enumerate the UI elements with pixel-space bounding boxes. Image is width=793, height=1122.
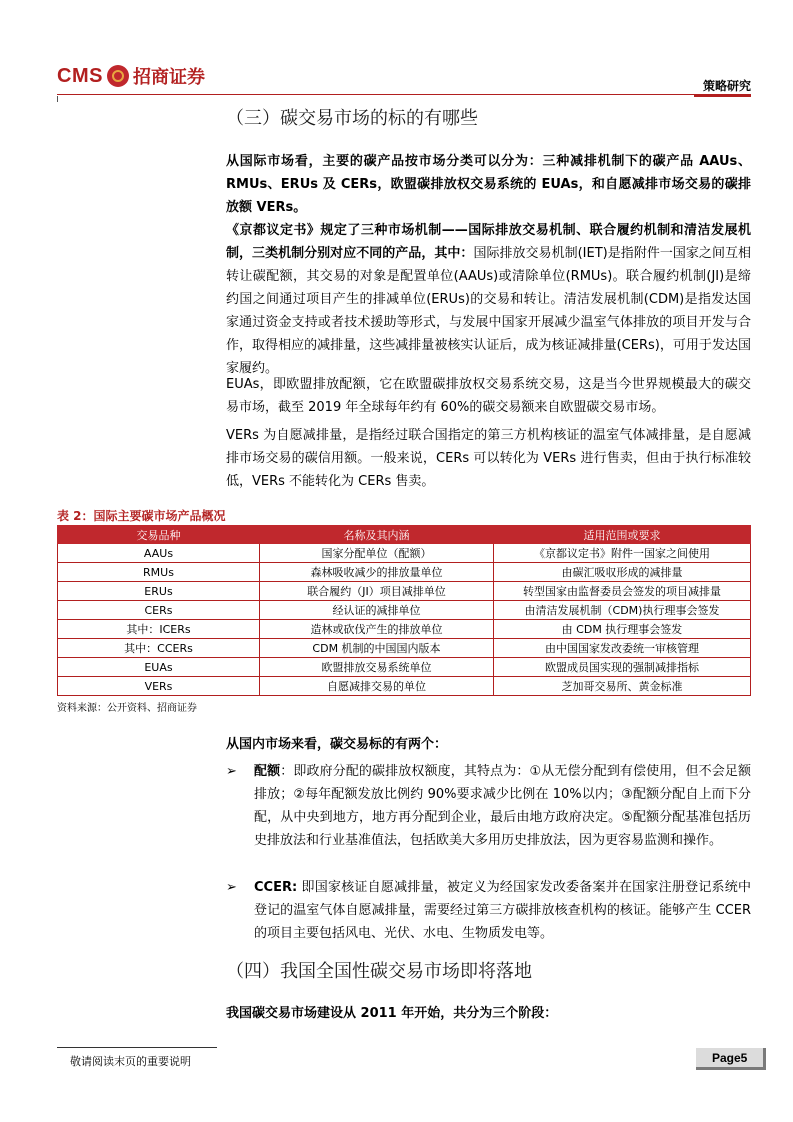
carbon-products-table	[57, 525, 751, 696]
table-cell: ERUs	[58, 582, 260, 601]
table-cell: 由 CDM 执行理事会签发	[494, 620, 751, 639]
table-cell: RMUs	[58, 563, 260, 582]
table-row	[58, 658, 751, 677]
page-number: Page5	[712, 1051, 748, 1065]
bullet-item-ccer	[254, 876, 751, 945]
paragraph-kyoto-lead: 《京都议定书》规定了三种市场机制——国际排放交易机制、联合履约机制和清洁发展机制，三类机制分别对应不同的产品，其中：	[226, 223, 751, 261]
header-tick-mark	[57, 96, 58, 102]
paragraph-domestic-intro: 从国内市场来看，碳交易标的有两个：	[226, 737, 448, 752]
table-cell: 欧盟排放交易系统单位	[260, 658, 494, 677]
bullet-arrow-icon: ➢	[226, 764, 237, 779]
table-cell: 欧盟成员国实现的强制减排指标	[494, 658, 751, 677]
table-row	[58, 620, 751, 639]
footer-notice: 敬请阅读末页的重要说明	[70, 1055, 191, 1068]
table-header-cell: 适用范围或要求	[494, 526, 751, 544]
table-cell: CERs	[58, 601, 260, 620]
table-title: 表 2：国际主要碳市场产品概况	[57, 509, 226, 523]
company-logo	[57, 60, 205, 92]
table-row	[58, 601, 751, 620]
table-cell: 其中：ICERs	[58, 620, 260, 639]
table-cell: 造林或砍伐产生的排放单位	[260, 620, 494, 639]
table-cell: 经认证的减排单位	[260, 601, 494, 620]
table-cell: 国家分配单位（配额）	[260, 544, 494, 563]
bullet-body: ：即政府分配的碳排放权额度，其特点为：①从无偿分配到有偿使用，但不会足额排放；②每年配额发放比例约 90%要求减少比例在 10%以内；③配额分配自上而下分配，从中央到地方，地方再分配到企业，最后由地方政府决定。⑤配额分配基准包括历史排放法和行业基准值法，包括欧美大多用历史排放法，因为更容易监测和操作。	[254, 764, 751, 848]
table-cell: VERs	[58, 677, 260, 696]
table-cell: 其中：CCERs	[58, 639, 260, 658]
logo-emblem-icon	[107, 65, 129, 87]
table-cell: 芝加哥交易所、黄金标准	[494, 677, 751, 696]
table-cell: 自愿减排交易的单位	[260, 677, 494, 696]
bullet-label: CCER:	[254, 880, 298, 895]
footer-divider	[57, 1047, 217, 1048]
table-row	[58, 582, 751, 601]
header-divider	[57, 94, 751, 95]
table-cell: 由清洁发展机制（CDM)执行理事会签发	[494, 601, 751, 620]
paragraph-phases: 我国碳交易市场建设从 2011 年开始，共分为三个阶段：	[226, 1006, 558, 1021]
table-cell: 联合履约（JI）项目减排单位	[260, 582, 494, 601]
table-cell: EUAs	[58, 658, 260, 677]
header-divider-accent	[694, 94, 751, 97]
table-cell: 由碳汇吸収形成的减排量	[494, 563, 751, 582]
table-header-row	[58, 526, 751, 544]
logo-chinese-text: 招商证券	[132, 67, 205, 88]
bullet-arrow-icon: ➢	[226, 880, 237, 895]
table-cell: 由中国国家发改委统一审核管理	[494, 639, 751, 658]
paragraph-kyoto	[226, 219, 751, 380]
paragraph-vers: VERs 为自愿减排量，是指经过联合国指定的第三方机构核证的温室气体减排量，是自愿减排市场交易的碳信用额。一般来说，CERs 可以转化为 VERs 进行售卖，但由于执行标准较低，VERs 不能转化为 CERs 售卖。	[226, 428, 751, 489]
bullet-item-quota	[254, 760, 751, 852]
table-source: 资料来源：公开资料、招商证券	[57, 703, 197, 714]
table-row	[58, 639, 751, 658]
section-title-4: （四）我国全国性碳交易市场即将落地	[226, 961, 532, 982]
table-row	[58, 544, 751, 563]
table-cell: 转型国家由监督委员会签发的项目减排量	[494, 582, 751, 601]
bullet-label: 配额	[254, 764, 281, 779]
bullet-body: 即国家核证自愿减排量，被定义为经国家发改委备案并在国家注册登记系统中登记的温室气体自愿减排量，需要经过第三方碳排放核查机构的核证。能够产生 CCER 的项目主要包括风电、光伏、水电、生物质发电等。	[254, 880, 751, 941]
paragraph-intl-market: 从国际市场看，主要的碳产品按市场分类可以分为：三种减排机制下的碳产品 AAUs、RMUs、ERUs 及 CERs，欧盟碳排放权交易系统的 EUAs，和自愿减排市场交易的碳排放额 VERs。	[226, 154, 751, 215]
table-cell: AAUs	[58, 544, 260, 563]
table-row	[58, 677, 751, 696]
report-category: 策略研究	[702, 79, 751, 93]
table-header-cell: 交易品种	[58, 526, 260, 544]
table-header-cell: 名称及其内涵	[260, 526, 494, 544]
logo-cms-text: CMS	[57, 64, 103, 87]
section-title-3: （三）碳交易市场的标的有哪些	[226, 108, 478, 129]
table-cell: 森林吸收减少的排放量单位	[260, 563, 494, 582]
table-row	[58, 563, 751, 582]
table-cell: CDM 机制的中国国内版本	[260, 639, 494, 658]
paragraph-kyoto-body: 国际排放交易机制(IET)是指附件一国家之间互相转让碳配额，其交易的对象是配置单位(AAUs)或清除单位(RMUs)。联合履约机制(JI)是缔约国之间通过项目产生的排减单位(ERUs)的交易和转让。清洁发展机制(CDM)是指发达国家通过资金支持或者技术援助等形式，与发展中国家开展减少温室气体排放的项目开发与合作，取得相应的减排量，这些减排量被核实认证后，成为核证减排量(CERs)，可用于发达国家履约。	[226, 246, 751, 376]
table-cell: 《京都议定书》附件一国家之间使用	[494, 544, 751, 563]
paragraph-euas: EUAs，即欧盟排放配额，它在欧盟碳排放权交易系统交易，这是当今世界规模最大的碳交易市场，截至 2019 年全球每年约有 60%的碳交易额来自欧盟碳交易市场。	[226, 377, 751, 415]
